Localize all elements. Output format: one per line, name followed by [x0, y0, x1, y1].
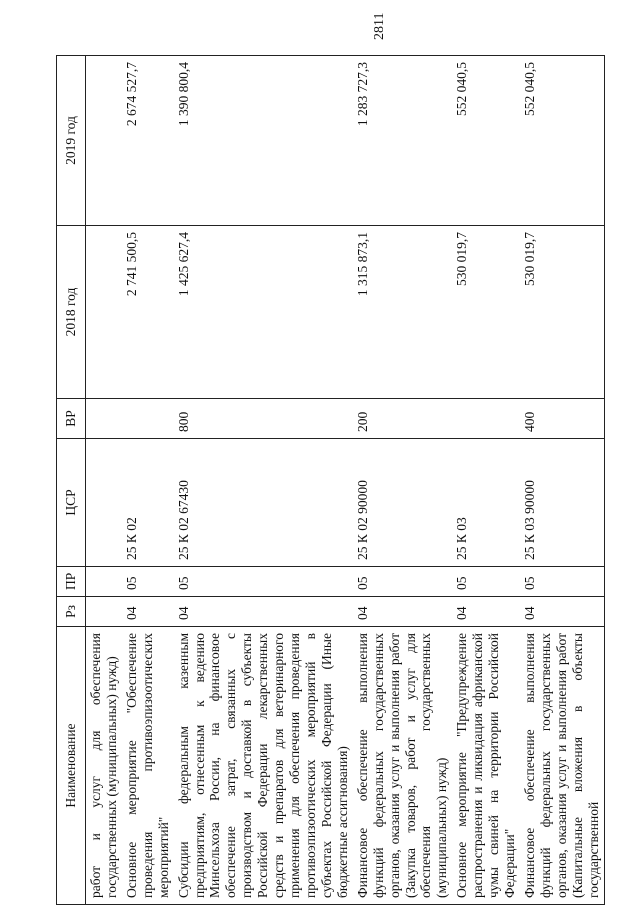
table-row: [86, 56, 122, 905]
row-name: Финансовое обеспечение выполнения функций федеральных государственных органов, оказания услуг и выполнения работ (Капитальные вложения в объекты государственной: [520, 627, 604, 905]
col-header-name: Наименование: [57, 627, 86, 905]
row-2019: 552 040,5: [520, 56, 604, 226]
row-pr: 05: [520, 567, 604, 597]
row-name: Основное мероприятие "Предупреждение распространения и ликвидация африканской чумы свиней на территории Российской Федерации": [452, 627, 520, 905]
row-2018: 1 315 873,1: [353, 226, 453, 399]
row-pr: 05: [452, 567, 520, 597]
row-vr: 400: [520, 399, 604, 439]
row-csr: 25 К 03 90000: [520, 439, 604, 567]
row-name: Основное мероприятие "Обеспечение проведения противоэпизоотических мероприятий": [122, 627, 174, 905]
row-csr: 25 К 02: [122, 439, 174, 567]
row-2019: 2 674 527,7: [122, 56, 174, 226]
row-pr: 05: [174, 567, 353, 597]
row-rz: 04: [174, 597, 353, 627]
row-csr: [86, 439, 122, 567]
budget-table-rotated: [56, 56, 616, 905]
row-vr: 200: [353, 399, 453, 439]
row-vr: [86, 399, 122, 439]
table-row: [122, 56, 174, 905]
row-vr: [452, 399, 520, 439]
row-2018: 2 741 500,5: [122, 226, 174, 399]
row-2019: 1 283 727,3: [353, 56, 453, 226]
col-header-rz: Рз: [57, 597, 86, 627]
col-header-pr: ПР: [57, 567, 86, 597]
row-csr: 25 К 02 67430: [174, 439, 353, 567]
row-pr: 05: [353, 567, 453, 597]
row-name: Финансовое обеспечение выполнения функций федеральных государственных органов, оказания услуг и выполнения работ (Закупка товаров, работ и услуг для обеспечения государственных (муниципальных) нужд): [353, 627, 453, 905]
row-csr: 25 К 02 90000: [353, 439, 453, 567]
row-pr: [86, 567, 122, 597]
budget-table: [56, 55, 605, 905]
row-2018: 530 019,7: [452, 226, 520, 399]
table-row: [174, 56, 353, 905]
col-header-vr: ВР: [57, 399, 86, 439]
row-rz: 04: [452, 597, 520, 627]
row-vr: [122, 399, 174, 439]
row-rz: [86, 597, 122, 627]
col-header-2018: 2018 год: [57, 226, 86, 399]
row-rz: 04: [353, 597, 453, 627]
row-2018: 1 425 627,4: [174, 226, 353, 399]
row-vr: 800: [174, 399, 353, 439]
table-header-row: [57, 56, 86, 905]
row-name: Субсидии федеральным казенным предприятиям, отнесенным к ведению Минсельхоза России, на финансовое обеспечение затрат, связанных с производством и доставкой в субъекты Российской Федерации лекарственных средств и препаратов для ветеринарного применения для обеспечения проведения противоэпизоотических мероприятий в субъектах Российской Федерации (Иные бюджетные ассигнования): [174, 627, 353, 905]
row-2019: [86, 56, 122, 226]
row-csr: 25 К 03: [452, 439, 520, 567]
row-2018: 530 019,7: [520, 226, 604, 399]
row-rz: 04: [122, 597, 174, 627]
row-pr: 05: [122, 567, 174, 597]
row-name: работ и услуг для обеспечения государственных (муниципальных) нужд): [86, 627, 122, 905]
row-2019: 552 040,5: [452, 56, 520, 226]
table-row: [452, 56, 520, 905]
col-header-2019: 2019 год: [57, 56, 86, 226]
page-number: 2811: [372, 12, 387, 40]
table-row: [520, 56, 604, 905]
row-2019: 1 390 800,4: [174, 56, 353, 226]
row-2018: [86, 226, 122, 399]
col-header-csr: ЦСР: [57, 439, 86, 567]
row-rz: 04: [520, 597, 604, 627]
table-row: [353, 56, 453, 905]
